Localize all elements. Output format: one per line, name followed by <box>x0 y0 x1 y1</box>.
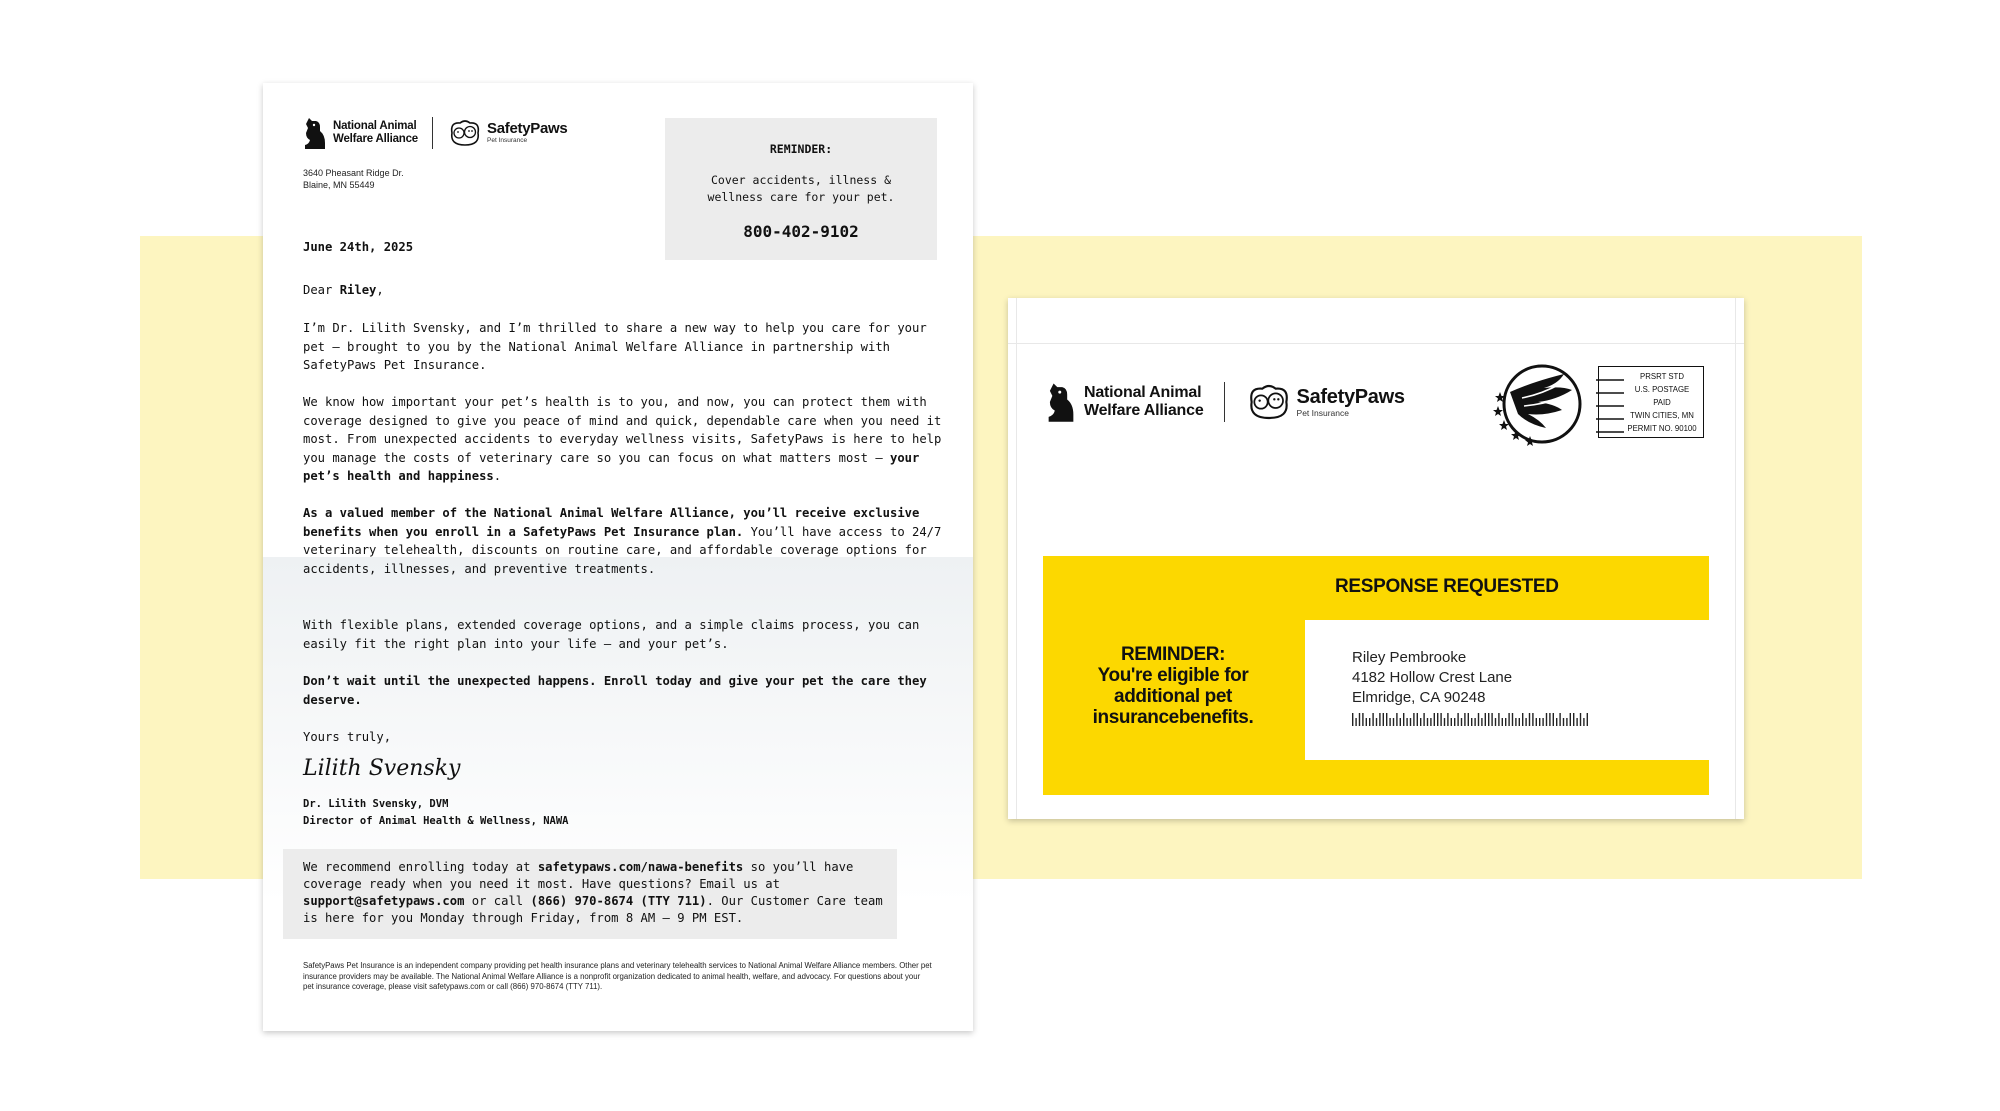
safetypaws-pets-icon <box>447 118 483 148</box>
barcode-bar <box>1400 718 1401 726</box>
letter-logo <box>303 115 567 151</box>
reminder-title: REMINDER: <box>769 142 833 156</box>
signature: Lilith Svensky <box>303 756 461 781</box>
nawa-dog-icon <box>1046 381 1076 423</box>
salutation-prefix: Dear <box>303 283 340 297</box>
barcode-bar <box>1352 713 1353 726</box>
eagle-icon <box>1492 362 1584 448</box>
cta-email[interactable]: support@safetypaws.com <box>303 894 465 908</box>
barcode-bar <box>1508 713 1509 726</box>
barcode-bar <box>1468 713 1469 726</box>
barcode-bar <box>1389 718 1390 726</box>
barcode-bar <box>1359 713 1360 726</box>
barcode-bar <box>1488 713 1489 726</box>
barcode-bar <box>1573 713 1574 726</box>
paragraph-2 <box>303 393 943 486</box>
barcode-bar <box>1491 713 1492 726</box>
reminder-phone: 800-402-9102 <box>743 222 859 241</box>
envelope-guide-right <box>1735 298 1736 819</box>
barcode-bar <box>1376 718 1377 726</box>
paragraph-3-text: You’ll have access to 24/7 veterinary telehealth, discounts on routine care, and affordable coverage options for accidents, illnesses, and preventive treatments. <box>303 524 942 576</box>
barcode-bar <box>1583 718 1584 726</box>
barcode-bar <box>1369 718 1370 726</box>
reminder-text <box>685 172 917 206</box>
nawa-name-line2: Welfare Alliance <box>333 133 419 145</box>
envelope-logo-divider <box>1224 382 1225 422</box>
safetypaws-pets-icon <box>1245 382 1293 422</box>
barcode-bar <box>1546 713 1547 726</box>
barcode-bar <box>1457 713 1458 726</box>
barcode-bar <box>1362 713 1363 726</box>
address-name: Riley Pembrooke <box>1352 649 1467 666</box>
signer-block <box>303 796 943 830</box>
barcode-bar <box>1519 718 1520 726</box>
barcode-bar <box>1461 718 1462 726</box>
barcode-bar <box>1403 713 1404 726</box>
barcode-bar <box>1437 713 1438 726</box>
barcode-bar <box>1447 713 1448 726</box>
barcode-bar <box>1539 718 1540 726</box>
barcode-bar <box>1485 713 1486 726</box>
indicia-line4: TWIN CITIES, MN <box>1630 411 1694 420</box>
barcode-bar <box>1474 718 1475 726</box>
barcode-bar <box>1410 718 1411 726</box>
paragraph-4: With flexible plans, extended coverage options, and a simple claims process, you can easily fit the right plan into your life — and your pet’s. <box>303 618 920 651</box>
envelope-safetypaws-name: SafetyPaws <box>1296 385 1405 408</box>
barcode-bar <box>1430 718 1431 726</box>
postage-indicia <box>1598 366 1704 438</box>
paragraph-3-emphasis: As a valued member of the National Animal Welfare Alliance, you’ll receive exclusive benefits when you enroll in a SafetyPaws Pet Insurance plan. <box>303 506 920 539</box>
barcode-bar <box>1393 718 1394 726</box>
barcode-bar <box>1417 713 1418 726</box>
barcode-bar <box>1576 718 1577 726</box>
cta-text-2: so you’ll have coverage ready when you need it most. Have questions? Email us at <box>303 860 854 891</box>
barcode-bar <box>1522 713 1523 726</box>
salutation-suffix: , <box>376 283 384 297</box>
closing: Yours truly, <box>303 730 392 744</box>
barcode-bar <box>1556 718 1557 726</box>
signer-title: Director of Animal Health & Wellness, NAWA <box>303 815 569 827</box>
cta-text-1: We recommend enrolling today at <box>303 860 538 874</box>
cta-text-3: or call <box>464 894 531 908</box>
nawa-dog-icon <box>303 116 327 150</box>
barcode-bar <box>1502 718 1503 726</box>
cta-url[interactable]: safetypaws.com/nawa-benefits <box>537 860 744 874</box>
response-panel <box>1043 556 1709 795</box>
return-address <box>303 167 404 191</box>
response-requested: RESPONSE REQUESTED <box>1335 576 1559 597</box>
barcode-bar <box>1379 713 1380 726</box>
barcode-bar <box>1542 718 1543 726</box>
safetypaws-name: SafetyPaws <box>487 120 568 137</box>
barcode-bar <box>1383 713 1384 726</box>
envelope-guide-top <box>1008 343 1744 344</box>
barcode-bar <box>1559 713 1560 726</box>
barcode-bar <box>1570 713 1571 726</box>
barcode-bar <box>1536 718 1537 726</box>
barcode-bar <box>1471 718 1472 726</box>
eligibility-line3: additional pet <box>1114 686 1232 707</box>
envelope <box>1008 298 1744 819</box>
return-address-line2: Blaine, MN 55449 <box>303 180 375 190</box>
signer-name: Dr. Lilith Svensky, DVM <box>303 798 449 810</box>
barcode-bar <box>1563 718 1564 726</box>
eligibility-line1: REMINDER: <box>1120 644 1226 665</box>
safetypaws-subtitle: Pet Insurance <box>487 137 528 144</box>
barcode-bar <box>1512 713 1513 726</box>
barcode-bar <box>1525 718 1526 726</box>
nawa-name-line1: National Animal <box>333 120 417 132</box>
paragraph-3 <box>303 504 943 578</box>
cta-text-4: . Our Customer Care team is here for you Monday through Friday, from 8 AM – 9 PM EST. <box>303 894 883 925</box>
address-window <box>1305 620 1709 760</box>
address-street: 4182 Hollow Crest Lane <box>1352 669 1513 686</box>
barcode-bar <box>1549 713 1550 726</box>
reminder-line1: Cover accidents, illness & <box>710 173 891 187</box>
barcode-bar <box>1532 713 1533 726</box>
barcode-bar <box>1505 718 1506 726</box>
barcode-bar <box>1454 718 1455 726</box>
eligibility-line2: You're eligible for <box>1097 665 1249 686</box>
recipient-first-name: Riley <box>339 283 377 297</box>
barcode-bar <box>1444 718 1445 726</box>
barcode-bar <box>1434 713 1435 726</box>
cta-text <box>303 859 893 927</box>
logo-divider <box>432 117 433 149</box>
barcode-bar <box>1587 713 1588 726</box>
barcode-bar <box>1406 718 1407 726</box>
letter-page <box>263 83 973 1031</box>
barcode-bar <box>1515 718 1516 726</box>
barcode-bar <box>1427 718 1428 726</box>
eligibility-line4: insurancebenefits. <box>1092 707 1254 728</box>
barcode-bar <box>1372 713 1373 726</box>
barcode-bar <box>1451 718 1452 726</box>
indicia-line5: PERMIT NO. 90100 <box>1627 424 1697 433</box>
eligibility-reminder <box>1061 644 1285 728</box>
indicia-line2: U.S. POSTAGE <box>1634 385 1690 394</box>
envelope-nawa-line1: National Animal <box>1084 384 1202 401</box>
barcode-bar <box>1495 718 1496 726</box>
paragraph-5: Don’t wait until the unexpected happens. Enroll today and give your pet the care they deserve. <box>303 674 927 707</box>
envelope-logo <box>1046 380 1405 424</box>
barcode-icon <box>1352 713 1592 727</box>
barcode-bar <box>1529 713 1530 726</box>
barcode-bar <box>1386 713 1387 726</box>
barcode-bar <box>1423 713 1424 726</box>
barcode-bar <box>1580 713 1581 726</box>
paragraph-2-text: We know how important your pet’s health is to you, and now, you can protect them with coverage designed to give you peace of mind and quick, dependable care when you need it most. From unexpected accidents to everyday wellness visits, SafetyPaws is here to help you manage the costs of veterinary care so you can focus on what matters most — <box>303 395 942 465</box>
barcode-bar <box>1396 713 1397 726</box>
envelope-nawa-line2: Welfare Alliance <box>1084 402 1204 419</box>
reminder-line2: wellness care for your pet. <box>707 190 895 204</box>
envelope-safetypaws-subtitle: Pet Insurance <box>1296 407 1349 418</box>
barcode-bar <box>1481 718 1482 726</box>
barcode-bar <box>1413 713 1414 726</box>
barcode-bar <box>1420 718 1421 726</box>
barcode-bar <box>1355 718 1356 726</box>
indicia-line3: PAID <box>1653 398 1671 407</box>
address-city: Elmridge, CA 90248 <box>1352 689 1486 706</box>
salutation <box>303 281 943 300</box>
cta-phone: (866) 970-8674 (TTY 711) <box>530 894 707 908</box>
disclaimer: SafetyPaws Pet Insurance is an independent company providing pet health insurance plans and veterinary telehealth services to National Animal Welfare Alliance members. Other pet insurance providers may be available. The National Animal Welfare Alliance is a nonprofit organization dedicated to animal health, welfare, and advocacy. For questions about your pet insurance coverage, please visit safetypaws.com or call (866) 970-8674 (TTY 711). <box>303 961 932 991</box>
barcode-bar <box>1440 713 1441 726</box>
cta-box <box>283 849 897 939</box>
paragraph-2-end: . <box>493 469 502 484</box>
envelope-guide-left <box>1016 298 1017 819</box>
return-address-line1: 3640 Pheasant Ridge Dr. <box>303 168 404 178</box>
barcode-bar <box>1366 718 1367 726</box>
paragraph-1: I’m Dr. Lilith Svensky, and I’m thrilled to share a new way to help you care for your pet — brought to you by the National Animal Welfare Alliance in partnership with SafetyPaws Pet Insurance. <box>303 321 927 373</box>
indicia-line1: PRSRT STD <box>1640 372 1684 381</box>
barcode-bar <box>1553 713 1554 726</box>
paragraph-2-emphasis: your pet’s health and happiness <box>303 450 920 484</box>
barcode-bar <box>1498 713 1499 726</box>
letter-date: June 24th, 2025 <box>303 240 414 254</box>
barcode-bar <box>1478 713 1479 726</box>
barcode-bar <box>1464 713 1465 726</box>
mailing-address <box>1352 648 1512 708</box>
barcode-bar <box>1566 718 1567 726</box>
